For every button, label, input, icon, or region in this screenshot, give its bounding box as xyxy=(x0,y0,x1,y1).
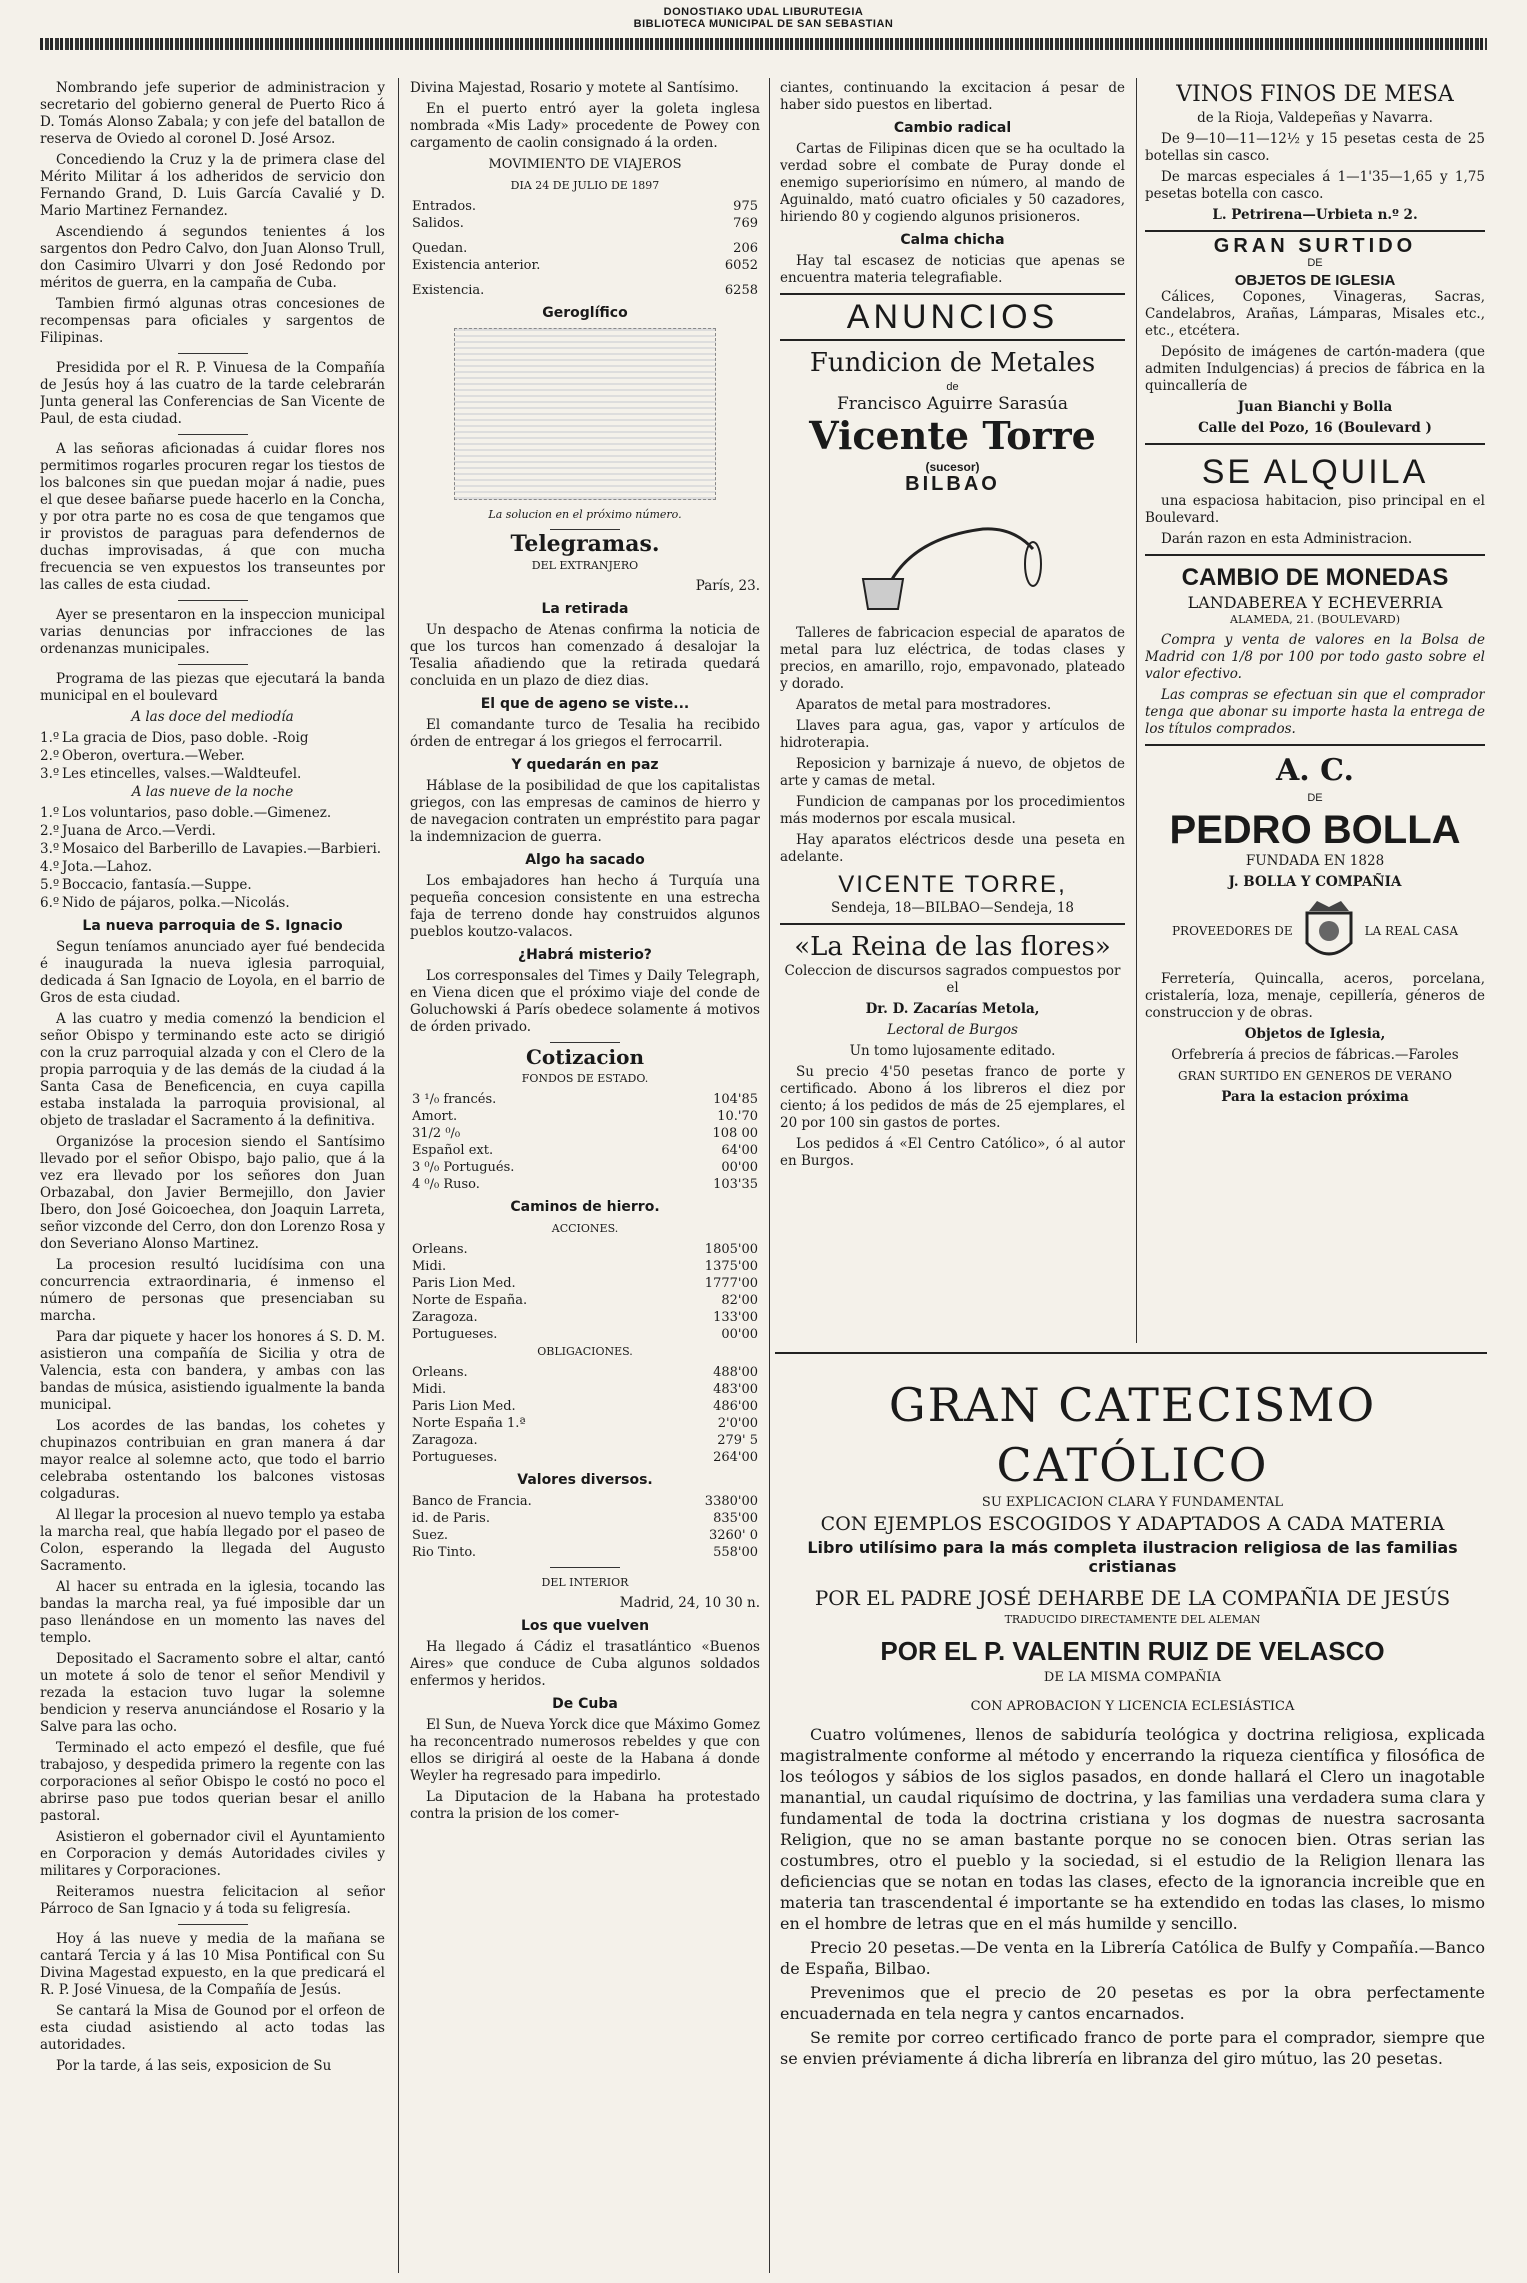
masthead-ornament-band xyxy=(40,38,1487,50)
ad-wine-line: De marcas especiales á 1—1'35—1,65 y 1,75 pesetas botella con casco. xyxy=(1145,169,1485,202)
catechism-tagline: Libro utilísimo para la más completa ilustracion religiosa de las familias cristianas xyxy=(807,1538,1458,1576)
paragraph: A las señoras aficionadas á cuidar flores nos permitimos rogarles procuren regar los tiestos de los balcones sin que puedan mojar á nadie, pues el que desee bañarse puede hacerlo en la Concha, y por otra parte no es cosa de que tengamos que ir provistos de paraguas para defendernos de duchas improvisadas, á que con mucha frecuencia se ven expuestos los transeuntes por las calles de esta ciudad. xyxy=(40,441,385,593)
table-row: Banco de Francia. 3380'00 xyxy=(412,1494,758,1509)
separator xyxy=(550,529,620,530)
table-heading: Valores diversos. xyxy=(517,1472,653,1488)
table-caption: ACCIONES. xyxy=(551,1222,619,1235)
separator xyxy=(178,600,248,601)
headline: La retirada xyxy=(541,601,629,617)
column-2 xyxy=(410,80,760,2275)
catechism-subtitle: CON EJEMPLOS ESCOGIDOS Y ADAPTADOS A CADA MATERIA xyxy=(820,1513,1445,1535)
paragraph: Llaves para agua, gas, vapor y artículos de hidroterapia. xyxy=(780,718,1125,751)
separator xyxy=(178,664,248,665)
rebus-note: La solucion en el próximo número. xyxy=(488,508,682,521)
ad-bolla-line: Orfebrería á precios de fábricas.—Faroles xyxy=(1171,1047,1459,1063)
column-rule xyxy=(1136,78,1137,1343)
paragraph: Reposicion y barnizaje á nuevo, de objetos de arte y camas de metal. xyxy=(780,756,1125,789)
ad-exchange-title: CAMBIO DE MONEDAS xyxy=(1181,564,1449,591)
paragraph: Segun teníamos anunciado ayer fué bendecida é inaugurada la nueva iglesia parroquial, dedicada á San Ignacio de Loyola, en el barrio de Gros de esta ciudad. xyxy=(40,939,385,1006)
separator xyxy=(178,1924,248,1925)
headline: El que de ageno se viste... xyxy=(480,696,690,712)
list-item: 2.º Oberon, overtura.—Weber. xyxy=(40,748,245,764)
headline: ¿Habrá misterio? xyxy=(518,947,652,963)
table-row: 3 ¹/₀ francés. 104'85 xyxy=(412,1092,758,1107)
rebus-image xyxy=(454,328,716,500)
paragraph: Su precio 4'50 pesetas franco de porte y certificado. Abono á los libreros el diez por ciento; á los pedidos de más de 25 ejemplares, el 20 por 100 sin gastos de portes. xyxy=(780,1064,1125,1131)
ad-church-address: Calle del Pozo, 16 (Boulevard ) xyxy=(1198,420,1432,436)
table-row: Norte de España. 82'00 xyxy=(412,1293,758,1308)
list-item: 1.º Los voluntarios, paso doble.—Gimenez. xyxy=(40,805,332,821)
paragraph: Los acordes de las bandas, los cohetes y chupinazos contribuian en gran manera á dar mayor realce al solemne acto, que todo el barrio celebraba ostentando los balcones vistosas colgaduras. xyxy=(40,1418,385,1502)
royal-crest-icon xyxy=(1299,895,1359,967)
ads-banner xyxy=(780,293,1125,341)
ad-bolla-purveyors xyxy=(1145,895,1485,967)
table-row: 4 ⁰/₀ Ruso. 103'35 xyxy=(412,1177,758,1192)
paragraph: ciantes, continuando la excitacion á pesar de haber sido puestos en libertad. xyxy=(780,80,1125,113)
paragraph: Se remite por correo certificado franco de porte para el comprador, siempre que se envien préviamente á dicha librería en libranza del giro mútuo, las 20 pesetas. xyxy=(780,2028,1485,2068)
paragraph: Hay aparatos eléctricos desde una peseta en adelante. xyxy=(780,832,1125,865)
paragraph: una espaciosa habitacion, piso principal en el Boulevard. xyxy=(1145,493,1485,526)
headline: La nueva parroquia de S. Ignacio xyxy=(82,918,343,934)
separator xyxy=(178,434,248,435)
column-4 xyxy=(1145,80,1485,1340)
paragraph: Fundicion de campanas por los procedimientos más modernos por escala musical. xyxy=(780,794,1125,827)
ad-foundry-de: de xyxy=(946,381,959,393)
section-heading: MOVIMIENTO DE VIAJEROS xyxy=(488,157,682,172)
paragraph: El Sun, de Nueva Yorck dice que Máximo Gomez ha reconcentrado numerosos rebeldes y que con ellos se dirigirá al oeste de la Habana á donde Weyler ha regresado para impedirlo. xyxy=(410,1717,760,1784)
ad-wine-address: L. Petrirena—Urbieta n.º 2. xyxy=(1212,207,1418,223)
paragraph: La procesion resultó lucidísima con una concurrencia extraordinaria, é inmenso el número de personas que presenciaban su marcha. xyxy=(40,1257,385,1324)
date-line: DIA 24 DE JULIO DE 1897 xyxy=(510,179,660,192)
section-subtitle: DEL EXTRANJERO xyxy=(531,559,639,572)
table-row: Orleans. 488'00 xyxy=(412,1365,758,1380)
list-item: 1.º La gracia de Dios, paso doble. -Roig xyxy=(40,730,309,746)
paragraph: Ayer se presentaron en la inspeccion municipal varias denuncias por infracciones de las ordenanzas municipales. xyxy=(40,607,385,657)
catechism-title: GRAN CATECISMO CATÓLICO xyxy=(888,1378,1377,1492)
paragraph: Programa de las piezas que ejecutará la banda municipal en el boulevard xyxy=(40,671,385,704)
ad-divider xyxy=(1145,744,1485,746)
paragraph: Háblase de la posibilidad de que los capitalistas griegos, con las empresas de caminos de hierro y de navegacion contraten un empréstito para pagar la indemnizacion de guerra. xyxy=(410,778,760,845)
ad-exchange-address: ALAMEDA, 21. (BOULEVARD) xyxy=(1230,613,1400,626)
table-row: Amort. 10.'70 xyxy=(412,1109,758,1124)
column-rule xyxy=(398,78,399,2273)
paragraph: Un despacho de Atenas confirma la noticia de que los turcos han comenzado á desalojar la Tesalia añadiendo que la retirada quedará concluida en un plazo de diez dias. xyxy=(410,622,760,689)
table-row: Suez. 3260' 0 xyxy=(412,1528,758,1543)
table-row: Quedan. 206 xyxy=(412,241,758,256)
table-heading: Caminos de hierro. xyxy=(510,1199,660,1215)
table-row: Zaragoza. 133'00 xyxy=(412,1310,758,1325)
paragraph: Depósito de imágenes de cartón-madera (que admiten Indulgencias) á precios de fábrica en la quincallería de xyxy=(1145,344,1485,394)
library-name-spanish: BIBLIOTECA MUNICIPAL DE SAN SEBASTIAN xyxy=(633,18,894,30)
paragraph: Cuatro volúmenes, llenos de sabiduría teológica y doctrina religiosa, explicada magistralmente conforme al método y encerrando la riqueza científica y filosófica de los teólogos y sábios de los siglos pasados, en donde hallará el Clero un inagotable manantial, un caudal riquísimo de doctrina, y las familias una verdadera suma clara y fundamental de toda la doctrina cristiana y los dogmas de nuestra sacrosanta Religion, que no se aman bastante porque no se conocen bien. Otras serian las costumbres, otro el pueblo y la sociedad, si el estudio de la Religion llenara las deficiencias que se notan en todas las clases, efecto de la ignorancia increible que en materia tan trascendental é importante se ha extendido en todas las clases, lo mismo en el hombre de letras que en el más humilde y sencillo. xyxy=(780,1725,1485,1933)
paragraph: Presidida por el R. P. Vinuesa de la Compañía de Jesús hoy á las cuatro de la tarde celebrarán Junta general las Conferencias de San Vicente de Paul, de esta ciudad. xyxy=(40,360,385,427)
paragraph: Nombrando jefe superior de administracion y secretario del gobierno general de Puerto Rico á D. Tomás Alonso Zabala; y con jefe del batallon de reserva de Oviedo al coronel D. José Arsoz. xyxy=(40,80,385,147)
headline: Y quedarán en paz xyxy=(511,757,659,773)
table-row: id. de Paris. 835'00 xyxy=(412,1511,758,1526)
ad-bolla-purveyors-left: PROVEEDORES DE xyxy=(1171,923,1293,938)
paragraph: Hay tal escasez de noticias que apenas se encuentra materia telegrafiable. xyxy=(780,253,1125,286)
state-funds-table xyxy=(410,1091,760,1193)
table-row: Existencia anterior. 6052 xyxy=(412,258,758,273)
table-row: Entrados. 975 xyxy=(412,199,758,214)
table-row: Orleans. 1805'00 xyxy=(412,1242,758,1257)
program-subheading: A las nueve de la noche xyxy=(131,784,294,800)
headline: Calma chicha xyxy=(900,232,1005,248)
lamp-icon xyxy=(843,499,1063,619)
list-item: 3.º Mosaico del Barberillo de Lavapies.—Barbieri. xyxy=(40,841,382,857)
travellers-table xyxy=(410,198,760,299)
ad-rent-title: SE ALQUILA xyxy=(1201,453,1429,491)
paragraph: Depositado el Sacramento sobre el altar, cantó un motete á solo de tenor el señor Mendivil y rezada la estacion tuvo lugar la solemne bendicion y reserva anunciándose el Rosario y la Salve para las ocho. xyxy=(40,1651,385,1735)
ad-bolla-title: PEDRO BOLLA xyxy=(1169,808,1461,852)
list-item: 5.º Boccacio, fantasía.—Suppe. xyxy=(40,877,252,893)
ad-wine-line: de la Rioja, Valdepeñas y Navarra. xyxy=(1197,110,1433,126)
ad-wine-line: De 9—10—11—12½ y 15 pesetas cesta de 25 botellas sin casco. xyxy=(1145,131,1485,164)
section-title: Telegramas. xyxy=(510,531,660,557)
ad-church-subtitle: OBJETOS DE IGLESIA xyxy=(1234,272,1396,289)
ad-bolla-initials: A. C. xyxy=(1276,753,1354,788)
paragraph: Aparatos de metal para mostradores. xyxy=(796,697,1052,713)
paragraph: Por la tarde, á las seis, exposicion de Su xyxy=(56,2058,332,2074)
shares-table xyxy=(410,1241,760,1343)
ad-book-line: Un tomo lujosamente editado. xyxy=(849,1043,1056,1059)
ad-bolla-de: DE xyxy=(1307,792,1323,804)
ad-foundry-name: VICENTE TORRE, xyxy=(838,871,1067,898)
paragraph: Tambien firmó algunas otras concesiones de recompensas para oficiales y sargentos de Filipinas. xyxy=(40,296,385,346)
catechism-author: POR EL PADRE JOSÉ DEHARBE DE LA COMPAÑIA DE JESÚS xyxy=(814,1586,1451,1610)
paragraph: El comandante turco de Tesalia ha recibido órden de entregar á los griegos el ferrocarril. xyxy=(410,717,760,750)
section-subtitle: DEL INTERIOR xyxy=(541,1576,629,1589)
paragraph: Darán razon en esta Administracion. xyxy=(1161,531,1413,547)
table-row: Español ext. 64'00 xyxy=(412,1143,758,1158)
paragraph: Compra y venta de valores en la Bolsa de Madrid con 1/8 por 100 por todo gasto sobre el valor efectivo. xyxy=(1145,632,1485,682)
program-list-midday xyxy=(40,730,385,783)
headline: De Cuba xyxy=(552,1696,618,1712)
paragraph: Talleres de fabricacion especial de aparatos de metal para luz eléctrica, de todas clases y precios, en amarillo, rojo, empavonado, plateado y dorado. xyxy=(780,625,1125,692)
catechism-subtitle: SU EXPLICACION CLARA Y FUNDAMENTAL xyxy=(981,1495,1284,1510)
masthead xyxy=(0,0,1527,58)
table-row: Portugueses. 264'00 xyxy=(412,1450,758,1465)
catechism-approval: CON APROBACION Y LICENCIA ECLESIÁSTICA xyxy=(970,1699,1295,1714)
catechism-translator: POR EL P. VALENTIN RUIZ DE VELASCO xyxy=(880,1636,1385,1666)
list-item: 6.º Nido de pájaros, polka.—Nicolás. xyxy=(40,895,290,911)
paragraph: Terminado el acto empezó el desfile, que fué trabajoso, y despedida primero la regente con las corporaciones al señor Obispo le costó no poco el abrirse paso pue todos querian besar el anillo pastoral. xyxy=(40,1740,385,1824)
table-row: Paris Lion Med. 1777'00 xyxy=(412,1276,758,1291)
paragraph: Al llegar la procesion al nuevo templo ya estaba la marcha real, que había llegado por el paseo de Colon, esperando la llegada del Augusto Sacramento. xyxy=(40,1507,385,1574)
ad-divider xyxy=(1145,230,1485,232)
headline: Cambio radical xyxy=(893,120,1012,136)
paragraph: Concediendo la Cruz y la de primera clase del Mérito Militar á los adheridos de servicio don Fernando Grand, D. Luis García Cavalié y D. Mario Martinez Fernandez. xyxy=(40,152,385,219)
ad-church-title: GRAN SURTIDO xyxy=(1213,235,1417,257)
securities-table xyxy=(410,1493,760,1561)
ad-book-title: «La Reina de las flores» xyxy=(794,932,1111,962)
paragraph: Ascendiendo á segundos tenientes á los sargentos don Pedro Calvo, don Juan Alonso Trull, don Casimiro Ulvarri y don José Redondo por méritos de guerra, en la campaña de Cuba. xyxy=(40,224,385,291)
separator xyxy=(178,353,248,354)
paragraph: Ha llegado á Cádiz el trasatlántico «Buenos Aires» que conduce de Cuba algunos soldados enfermos y heridos. xyxy=(410,1639,760,1689)
paragraph: Asistieron el gobernador civil el Ayuntamiento en Corporacion y demás Autoridades civiles y militares y Corporaciones. xyxy=(40,1829,385,1879)
ad-foundry-title: Fundicion de Metales xyxy=(809,348,1096,378)
paragraph: Prevenimos que el precio de 20 pesetas es por la obra perfectamente encuadernada en tela negra y cantos encarnados. xyxy=(780,1983,1485,2023)
paragraph: Ferretería, Quincalla, aceros, porcelana, cristalería, loza, menaje, cepillería, géneros de construccion y de obras. xyxy=(1145,971,1485,1021)
column-1 xyxy=(40,80,385,2275)
table-row: Paris Lion Med. 486'00 xyxy=(412,1399,758,1414)
paragraph: Los embajadores han hecho á Turquía una pequeña concesion consistente en una estrecha faja de terreno donde hay construidos algunos pueblos koutzo-valacos. xyxy=(410,873,760,940)
paragraph: Para dar piquete y hacer los honores á S. D. M. asistieron una compañía de Sicilia y otra de Valencia, esta con bandera, y ambas con las bandas de música, asistiendo igualmente la banda municipal. xyxy=(40,1329,385,1413)
paragraph: Cartas de Filipinas dicen que se ha ocultado la verdad sobre el combate de Puray donde el enemigo superiorísimo en número, al mando de Aguinaldo, mató cuatro oficiales y 50 cazadores, hiriendo 80 y cogiendo algunos prisioneros. xyxy=(780,141,1125,225)
library-name-basque: DONOSTIAKO UDAL LIBURUTEGIA xyxy=(663,6,864,18)
ad-book-line: Coleccion de discursos sagrados compuestos por el xyxy=(784,963,1121,996)
dateline: París, 23. xyxy=(695,578,760,594)
program-subheading: A las doce del mediodía xyxy=(131,709,294,725)
column-rule xyxy=(769,78,770,2273)
ad-bolla-purveyors-right: LA REAL CASA xyxy=(1364,923,1459,938)
column-3 xyxy=(780,80,1125,1340)
table-caption: OBLIGACIONES. xyxy=(537,1345,633,1358)
ads-title: ANUNCIOS xyxy=(846,298,1059,336)
paragraph: En el puerto entró ayer la goleta inglesa nombrada «Mis Lady» procedente de Powey con cargamento de caolin consignado á la orden. xyxy=(410,101,760,151)
ad-foundry-owner: Francisco Aguirre Sarasúa xyxy=(837,394,1068,414)
table-row: Norte España 1.ª 2'0'00 xyxy=(412,1416,758,1431)
table-row: Midi. 483'00 xyxy=(412,1382,758,1397)
ad-divider xyxy=(780,923,1125,925)
ad-foundry-city: BILBAO xyxy=(905,473,1000,495)
bonds-table xyxy=(410,1364,760,1466)
headline: Geroglífico xyxy=(542,305,628,321)
table-row: Salidos. 769 xyxy=(412,216,758,231)
ad-foundry-successor: Vicente Torre xyxy=(809,413,1096,458)
table-row: Midi. 1375'00 xyxy=(412,1259,758,1274)
table-caption: FONDOS DE ESTADO. xyxy=(521,1072,649,1085)
paragraph: Los corresponsales del Times y Daily Telegraph, en Viena dicen que el próximo viaje del conde de Goluchowski á París obedece solamente á motivos de órden privado. xyxy=(410,968,760,1035)
list-item: 3.º Les etincelles, valses.—Waldteufel. xyxy=(40,766,302,782)
ad-book-author-title: Lectoral de Burgos xyxy=(887,1022,1018,1038)
ad-wine-title: VINOS FINOS DE MESA xyxy=(1176,82,1454,107)
ad-bolla-company: J. BOLLA Y COMPAÑIA xyxy=(1228,874,1402,890)
catechism-translator-company: DE LA MISMA COMPAÑIA xyxy=(1043,1670,1222,1685)
ad-bolla-line: Objetos de Iglesia, xyxy=(1244,1026,1386,1042)
ad-bolla-founded: FUNDADA EN 1828 xyxy=(1245,853,1385,869)
ad-foundry-address: Sendeja, 18—BILBAO—Sendeja, 18 xyxy=(830,900,1075,916)
paragraph: Divina Majestad, Rosario y motete al Santísimo. xyxy=(410,80,739,96)
dateline: Madrid, 24, 10 30 n. xyxy=(619,1595,760,1611)
paragraph: La Diputacion de la Habana ha protestado contra la prision de los comer- xyxy=(410,1789,760,1822)
paragraph: Se cantará la Misa de Gounod por el orfeon de esta ciudad asistiendo al acto todas las autoridades. xyxy=(40,2003,385,2053)
table-row: 31/2 ⁰/₀ 108 00 xyxy=(412,1126,758,1141)
ad-bolla-line: GRAN SURTIDO EN GENEROS DE VERANO xyxy=(1177,1069,1453,1083)
paragraph: Los pedidos á «El Centro Católico», ó al autor en Burgos. xyxy=(780,1136,1125,1169)
paragraph: Hoy á las nueve y media de la mañana se cantará Tercia y á las 10 Misa Pontifical con Su Divina Magestad expuesto, en la que predicará el R. P. José Vinuesa, de la Compañía de Jesús. xyxy=(40,1931,385,1998)
ad-church-de: DE xyxy=(1307,257,1323,269)
table-row: Portugueses. 00'00 xyxy=(412,1327,758,1342)
catechism-ad xyxy=(780,1365,1485,2245)
paragraph: Las compras se efectuan sin que el comprador tenga que abonar su importe hasta la entrega de los títulos comprados. xyxy=(1145,687,1485,737)
ad-foundry-sucesor: (sucesor) xyxy=(925,460,980,474)
ad-exchange-firm: LANDABEREA Y ECHEVERRIA xyxy=(1187,593,1443,612)
section-rule xyxy=(775,1352,1487,1354)
catechism-translation: TRADUCIDO DIRECTAMENTE DEL ALEMAN xyxy=(1004,1613,1261,1626)
ad-divider xyxy=(1145,443,1485,445)
paragraph: Reiteramos nuestra felicitacion al señor Párroco de San Ignacio y á toda su feligresía. xyxy=(40,1884,385,1917)
ad-bolla-line: Para la estacion próxima xyxy=(1221,1089,1409,1105)
paragraph: Organizóse la procesion siendo el Santísimo llevado por el señor Obispo, bajo palio, que á la vez era llevado por los señores don Juan Orbazabal, don Javier Bermejillo, don Javier Ibero, don José Goicoechea, don Joaquin Larreta, señor vizconde del Cerro, don don Lorenzo Rosa y don Severiano Alonso Martinez. xyxy=(40,1134,385,1252)
section-title: Cotizacion xyxy=(525,1045,645,1069)
headline: Los que vuelven xyxy=(520,1618,650,1634)
table-row: Rio Tinto. 558'00 xyxy=(412,1545,758,1560)
paragraph: A las cuatro y media comenzó la bendicion el señor Obispo y terminando este acto se dirigió con la cruz parroquial alzada y con el Clero de la propia parroquia y de las demás de la ciudad á la Santa Casa de Beneficencia, en cuya capilla estaba instalada la parroquia provisional, al objeto de trasladar el Sacramento á la definitiva. xyxy=(40,1011,385,1129)
ad-book-author: Dr. D. Zacarías Metola, xyxy=(865,1001,1040,1017)
headline: Algo ha sacado xyxy=(525,852,645,868)
paragraph: Al hacer su entrada en la iglesia, tocando las bandas la marcha real, ya fué imposible dar un paso llenándose en un momento las naves del templo. xyxy=(40,1579,385,1646)
separator xyxy=(550,1567,620,1568)
list-item: 4.º Jota.—Lahoz. xyxy=(40,859,153,875)
table-row: 3 ⁰/₀ Portugués. 00'00 xyxy=(412,1160,758,1175)
program-list-night xyxy=(40,805,385,912)
list-item: 2.º Juana de Arco.—Verdi. xyxy=(40,823,216,839)
table-row: Existencia. 6258 xyxy=(412,283,758,298)
ad-divider xyxy=(1145,554,1485,556)
paragraph: Precio 20 pesetas.—De venta en la Librería Católica de Bulfy y Compañía.—Banco de España, Bilbao. xyxy=(780,1938,1485,1978)
table-row: Zaragoza. 279' 5 xyxy=(412,1433,758,1448)
separator xyxy=(550,1042,620,1043)
paragraph: Cálices, Copones, Vinageras, Sacras, Candelabros, Arañas, Lámparas, Misales etc., etc., etcétera. xyxy=(1145,289,1485,339)
ad-church-shop: Juan Bianchi y Bolla xyxy=(1237,399,1393,415)
